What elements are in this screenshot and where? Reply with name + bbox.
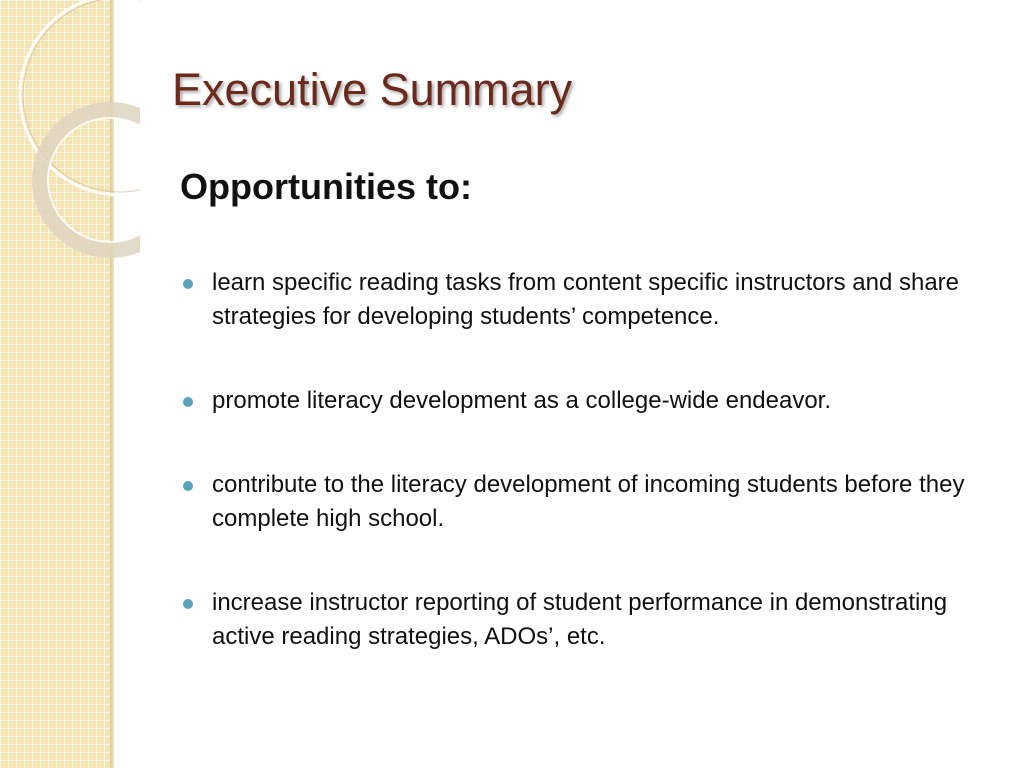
bullet-list (180, 266, 990, 704)
bullet-dot-icon (183, 599, 193, 609)
bullet-item (180, 468, 990, 536)
bullet-dot-icon (183, 279, 193, 289)
bullet-text: learn specific reading tasks from content specific instructors and share strategies for developing students’ competence. (212, 269, 960, 330)
slide-title: Executive Summary (172, 64, 573, 115)
bullet-dot-icon (183, 397, 193, 407)
decorative-rings (0, 0, 140, 260)
bullet-item (180, 266, 990, 334)
bullet-item (180, 384, 990, 418)
bullet-text: promote literacy development as a college-wide endeavor. (212, 387, 832, 414)
bullet-item (180, 586, 990, 654)
bullet-text: increase instructor reporting of student performance in demonstrating active reading strategies, ADOs’, etc. (212, 589, 948, 650)
bullet-text: contribute to the literacy development of incoming students before they complete high school. (212, 471, 965, 532)
slide-subtitle: Opportunities to: (180, 166, 472, 207)
bullet-dot-icon (183, 481, 193, 491)
